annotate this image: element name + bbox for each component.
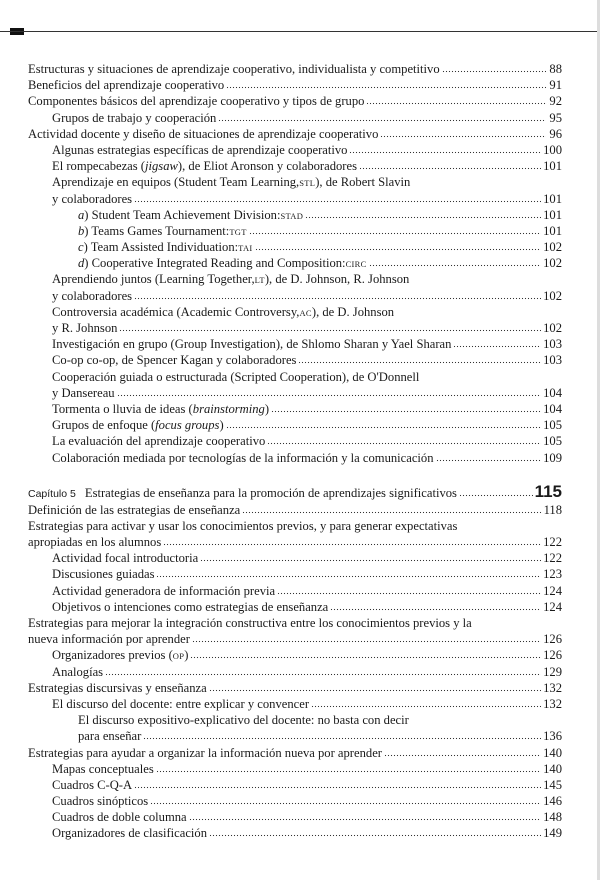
toc-entry-text: Organizadores previos ( xyxy=(52,648,173,663)
toc-chapter-entry xyxy=(28,482,562,502)
toc-entry xyxy=(28,320,562,336)
page-number: 95 xyxy=(549,110,562,125)
dot-leader xyxy=(267,442,541,445)
dot-leader xyxy=(134,200,541,203)
dot-leader xyxy=(119,329,541,332)
toc-entry xyxy=(28,142,562,158)
dot-leader xyxy=(369,264,542,267)
page-number: 136 xyxy=(543,729,562,744)
toc-entry-text: AC xyxy=(299,307,312,318)
toc-entry xyxy=(28,450,562,466)
toc-entry-text: apropiadas en los alumnos xyxy=(28,535,162,550)
toc-entry-text: brainstorming xyxy=(192,401,265,416)
dot-leader xyxy=(330,608,541,611)
toc-entry-text: Estrategias para mejorar la integración constructiva entre los conocimientos previos y la xyxy=(28,616,472,630)
toc-entry-text: Aprendiendo juntos (Learning Together, xyxy=(52,272,255,287)
toc-entry-text: LT xyxy=(254,275,265,286)
dot-leader xyxy=(311,705,541,708)
toc-entry-text: Estrategias de enseñanza para la promoción de aprendizajes significativos xyxy=(84,485,457,500)
toc-entry xyxy=(28,352,562,368)
dot-leader xyxy=(105,673,541,676)
page-number: 126 xyxy=(543,632,562,647)
page-number: 109 xyxy=(543,450,562,465)
dot-leader xyxy=(143,737,541,740)
dot-leader xyxy=(380,135,546,138)
toc-entry xyxy=(28,631,562,647)
toc-entry-text: Cuadros sinópticos xyxy=(52,794,149,809)
page-number: 148 xyxy=(543,810,562,825)
dot-leader xyxy=(277,592,541,595)
dot-leader xyxy=(156,770,541,773)
page-number: 118 xyxy=(543,502,562,517)
toc-entry-text: Actividad generadora de información previa xyxy=(52,583,276,598)
toc-entry xyxy=(28,433,562,449)
page-number: 122 xyxy=(543,535,562,550)
page-number: 115 xyxy=(534,481,562,501)
toc-entry-text: b xyxy=(78,223,85,238)
dot-leader xyxy=(298,361,541,364)
page-number: 101 xyxy=(543,207,562,222)
toc-entry-text: El discurso expositivo-explicativo del docente: no basta con decir xyxy=(78,713,409,728)
toc-entry-text: ), de Eliot Aronson y colaboradores xyxy=(177,159,357,174)
toc-entry-text: Estrategias discursivas y enseñanza xyxy=(28,680,207,695)
dot-leader xyxy=(134,786,541,789)
toc-entry-text: y colaboradores xyxy=(52,288,133,303)
toc-entry xyxy=(28,255,562,271)
dot-leader xyxy=(226,86,546,89)
toc-entry-text: CIRC xyxy=(345,259,367,270)
toc-entry-text: ) Teams Games Tournament: xyxy=(84,223,230,238)
dot-leader xyxy=(442,70,546,73)
toc-entry xyxy=(28,566,562,582)
page-number: 149 xyxy=(543,826,562,841)
toc-entry-text: Discusiones guiadas xyxy=(52,567,155,582)
page-number: 88 xyxy=(549,62,562,76)
page-number: 140 xyxy=(543,761,562,776)
dot-leader xyxy=(218,119,546,122)
page-number: 124 xyxy=(543,583,562,598)
page-number: 132 xyxy=(543,680,562,695)
toc-entry xyxy=(28,223,562,239)
toc-entry xyxy=(28,728,562,744)
dot-leader xyxy=(156,575,541,578)
toc-entry-text: d xyxy=(78,256,85,271)
toc-entry-text: nueva información por aprender xyxy=(28,632,190,647)
toc-entry-text: Mapas conceptuales xyxy=(52,761,154,776)
page-number: 124 xyxy=(543,599,562,614)
toc-entry xyxy=(28,777,562,793)
toc-entry xyxy=(28,207,562,223)
dot-leader xyxy=(134,297,541,300)
page-number: 101 xyxy=(543,223,562,238)
page-number: 100 xyxy=(543,142,562,157)
dot-leader xyxy=(190,656,541,659)
toc-entry xyxy=(28,712,562,728)
toc-entry xyxy=(28,745,562,761)
toc-entry xyxy=(28,615,562,631)
toc-entry-text: ) Student Team Achievement Division: xyxy=(84,207,281,222)
toc-entry xyxy=(28,761,562,777)
toc-entry xyxy=(28,809,562,825)
page-number: 103 xyxy=(543,353,562,368)
dot-leader xyxy=(192,640,541,643)
toc-entry-text: a xyxy=(78,207,85,222)
toc-entry xyxy=(28,550,562,566)
toc-entry-text: Co-op co-op, de Spencer Kagan y colaboradores xyxy=(52,353,297,368)
toc-entry-text: ), de Robert Slavin xyxy=(315,175,411,190)
dot-leader xyxy=(150,802,541,805)
toc-entry-text: Componentes básicos del aprendizaje cooperativo y tipos de grupo xyxy=(28,94,365,109)
page-number: 102 xyxy=(543,256,562,271)
toc-entry-text: Estructuras y situaciones de aprendizaje cooperativo, individualista y competitivo xyxy=(28,62,440,76)
dot-leader xyxy=(359,167,541,170)
toc-entry xyxy=(28,61,562,77)
toc-entry-text: ), de D. Johnson xyxy=(311,304,395,319)
dot-leader xyxy=(271,410,541,413)
toc-entry-text: Cuadros C-Q-A xyxy=(52,777,133,792)
page-number: 105 xyxy=(543,434,562,449)
toc-entry xyxy=(28,599,562,615)
page-number: 126 xyxy=(543,648,562,663)
toc-entry-text: Colaboración mediada por tecnologías de la información y la comunicación xyxy=(52,450,434,465)
toc-entry-text: STL xyxy=(299,178,316,189)
dot-leader xyxy=(436,459,542,462)
dot-leader xyxy=(255,248,542,251)
dot-leader xyxy=(189,818,541,821)
toc-entry xyxy=(28,191,562,207)
chapter-label: Capítulo 5 xyxy=(28,487,76,500)
toc-entry-text: TGT xyxy=(229,226,247,237)
toc-entry xyxy=(28,664,562,680)
page-number: 102 xyxy=(543,288,562,303)
page-number: 102 xyxy=(543,240,562,255)
table-of-contents xyxy=(28,61,562,842)
toc-entry xyxy=(28,534,562,550)
dot-leader xyxy=(163,543,541,546)
page-number: 140 xyxy=(543,745,562,760)
page-number: 102 xyxy=(543,321,562,335)
toc-entry xyxy=(28,502,562,518)
dot-leader xyxy=(209,834,541,837)
toc-entry xyxy=(28,583,562,599)
toc-entry xyxy=(28,401,562,417)
toc-entry-text: Beneficios del aprendizaje cooperativo xyxy=(28,78,225,93)
dot-leader xyxy=(242,511,541,514)
toc-entry-text: focus groups xyxy=(155,418,220,433)
dot-leader xyxy=(459,494,533,497)
toc-entry xyxy=(28,647,562,663)
dot-leader xyxy=(366,102,546,105)
toc-entry xyxy=(28,77,562,93)
page-number: 132 xyxy=(543,696,562,711)
page-number: 123 xyxy=(543,567,562,582)
toc-entry xyxy=(28,793,562,809)
toc-entry-text: Estrategias para ayudar a organizar la información nueva por aprender xyxy=(28,745,382,760)
toc-entry-text: Grupos de enfoque ( xyxy=(52,418,156,433)
page-number: 145 xyxy=(543,777,562,792)
page-number: 91 xyxy=(549,78,562,93)
page-number: 101 xyxy=(543,159,562,174)
toc-entry-text: Aprendizaje en equipos (Student Team Learning, xyxy=(52,175,300,190)
dot-leader xyxy=(305,216,541,219)
toc-entry xyxy=(28,110,562,126)
toc-entry-text: Estrategias para activar y usar los conocimientos previos, y para generar expectativas xyxy=(28,518,458,533)
toc-entry-text: Cooperación guiada o estructurada (Scripted Cooperation), de O'Donnell xyxy=(52,369,420,384)
toc-entry-text: Grupos de trabajo y cooperación xyxy=(52,110,217,125)
toc-entry-text: para enseñar xyxy=(78,729,142,744)
toc-entry-text: OP xyxy=(172,651,185,662)
toc-entry-text: Actividad docente y diseño de situaciones de aprendizaje cooperativo xyxy=(28,126,379,141)
toc-entry-text: Investigación en grupo (Group Investigation), de Shlomo Sharan y Yael Sharan xyxy=(52,337,452,352)
toc-entry-text: ) xyxy=(219,418,224,433)
page-number: 101 xyxy=(543,191,562,206)
toc-entry xyxy=(28,93,562,109)
page-number: 146 xyxy=(543,794,562,809)
toc-entry-text: c xyxy=(78,240,84,255)
dot-leader xyxy=(384,754,541,757)
toc-entry-text: La evaluación del aprendizaje cooperativo xyxy=(52,434,266,449)
toc-entry-text: Objetivos o intenciones como estrategias de enseñanza xyxy=(52,599,329,614)
toc-entry-text: ) Cooperative Integrated Reading and Composition: xyxy=(84,256,346,271)
toc-entry-text: Actividad focal introductoria xyxy=(52,551,199,566)
toc-entry xyxy=(28,680,562,696)
toc-entry xyxy=(28,336,562,352)
dot-leader xyxy=(349,151,541,154)
dot-leader xyxy=(209,689,541,692)
toc-entry-text: STAD xyxy=(280,210,304,221)
toc-entry-text: Algunas estrategias específicas de aprendizaje cooperativo xyxy=(52,142,348,157)
toc-entry xyxy=(28,174,562,190)
page-number: 105 xyxy=(543,418,562,433)
header-rule xyxy=(0,31,600,32)
toc-entry xyxy=(28,417,562,433)
toc-entry-text: y Dansereau xyxy=(52,385,115,400)
toc-entry xyxy=(28,158,562,174)
toc-entry xyxy=(28,696,562,712)
toc-entry-text: TAI xyxy=(238,243,253,254)
toc-entry-text: Controversia académica (Academic Controversy, xyxy=(52,304,300,319)
toc-entry xyxy=(28,288,562,304)
toc-entry xyxy=(28,239,562,255)
toc-entry-text: ) Team Assisted Individuation: xyxy=(83,240,239,255)
toc-entry xyxy=(28,126,562,142)
toc-entry xyxy=(28,304,562,320)
page-number: 122 xyxy=(543,551,562,566)
dot-leader xyxy=(200,559,541,562)
toc-entry-text: ) xyxy=(184,648,189,663)
page-number: 96 xyxy=(549,126,562,141)
page-number: 129 xyxy=(543,664,562,679)
toc-entry-text: Organizadores de clasificación xyxy=(52,826,208,841)
toc-entry-text: Definición de las estrategias de enseñanza xyxy=(28,502,241,517)
toc-entry xyxy=(28,271,562,287)
toc-entry-text: ) xyxy=(264,401,270,416)
dot-leader xyxy=(453,345,541,348)
dot-leader xyxy=(249,232,541,235)
page-number: 103 xyxy=(543,337,562,352)
toc-entry-text: ), de D. Johnson, R. Johnson xyxy=(264,272,410,287)
toc-entry xyxy=(28,385,562,401)
toc-entry-text: y colaboradores xyxy=(52,191,133,206)
toc-entry xyxy=(28,518,562,534)
dot-leader xyxy=(226,426,541,429)
page-number: 92 xyxy=(549,94,562,109)
toc-entry-text: El rompecabezas ( xyxy=(52,159,146,174)
page-number: 104 xyxy=(543,401,562,416)
toc-entry xyxy=(28,825,562,841)
toc-entry-text: jigsaw xyxy=(145,159,178,174)
toc-entry-text: Cuadros de doble columna xyxy=(52,810,187,825)
dot-leader xyxy=(117,394,542,397)
toc-entry xyxy=(28,369,562,385)
toc-entry-text: El discurso del docente: entre explicar y convencer xyxy=(52,696,310,711)
toc-entry-text: Analogías xyxy=(52,664,104,679)
page-number: 104 xyxy=(543,385,562,400)
toc-entry-text: Tormenta o lluvia de ideas ( xyxy=(52,401,193,416)
toc-entry-text: y R. Johnson xyxy=(52,321,118,335)
